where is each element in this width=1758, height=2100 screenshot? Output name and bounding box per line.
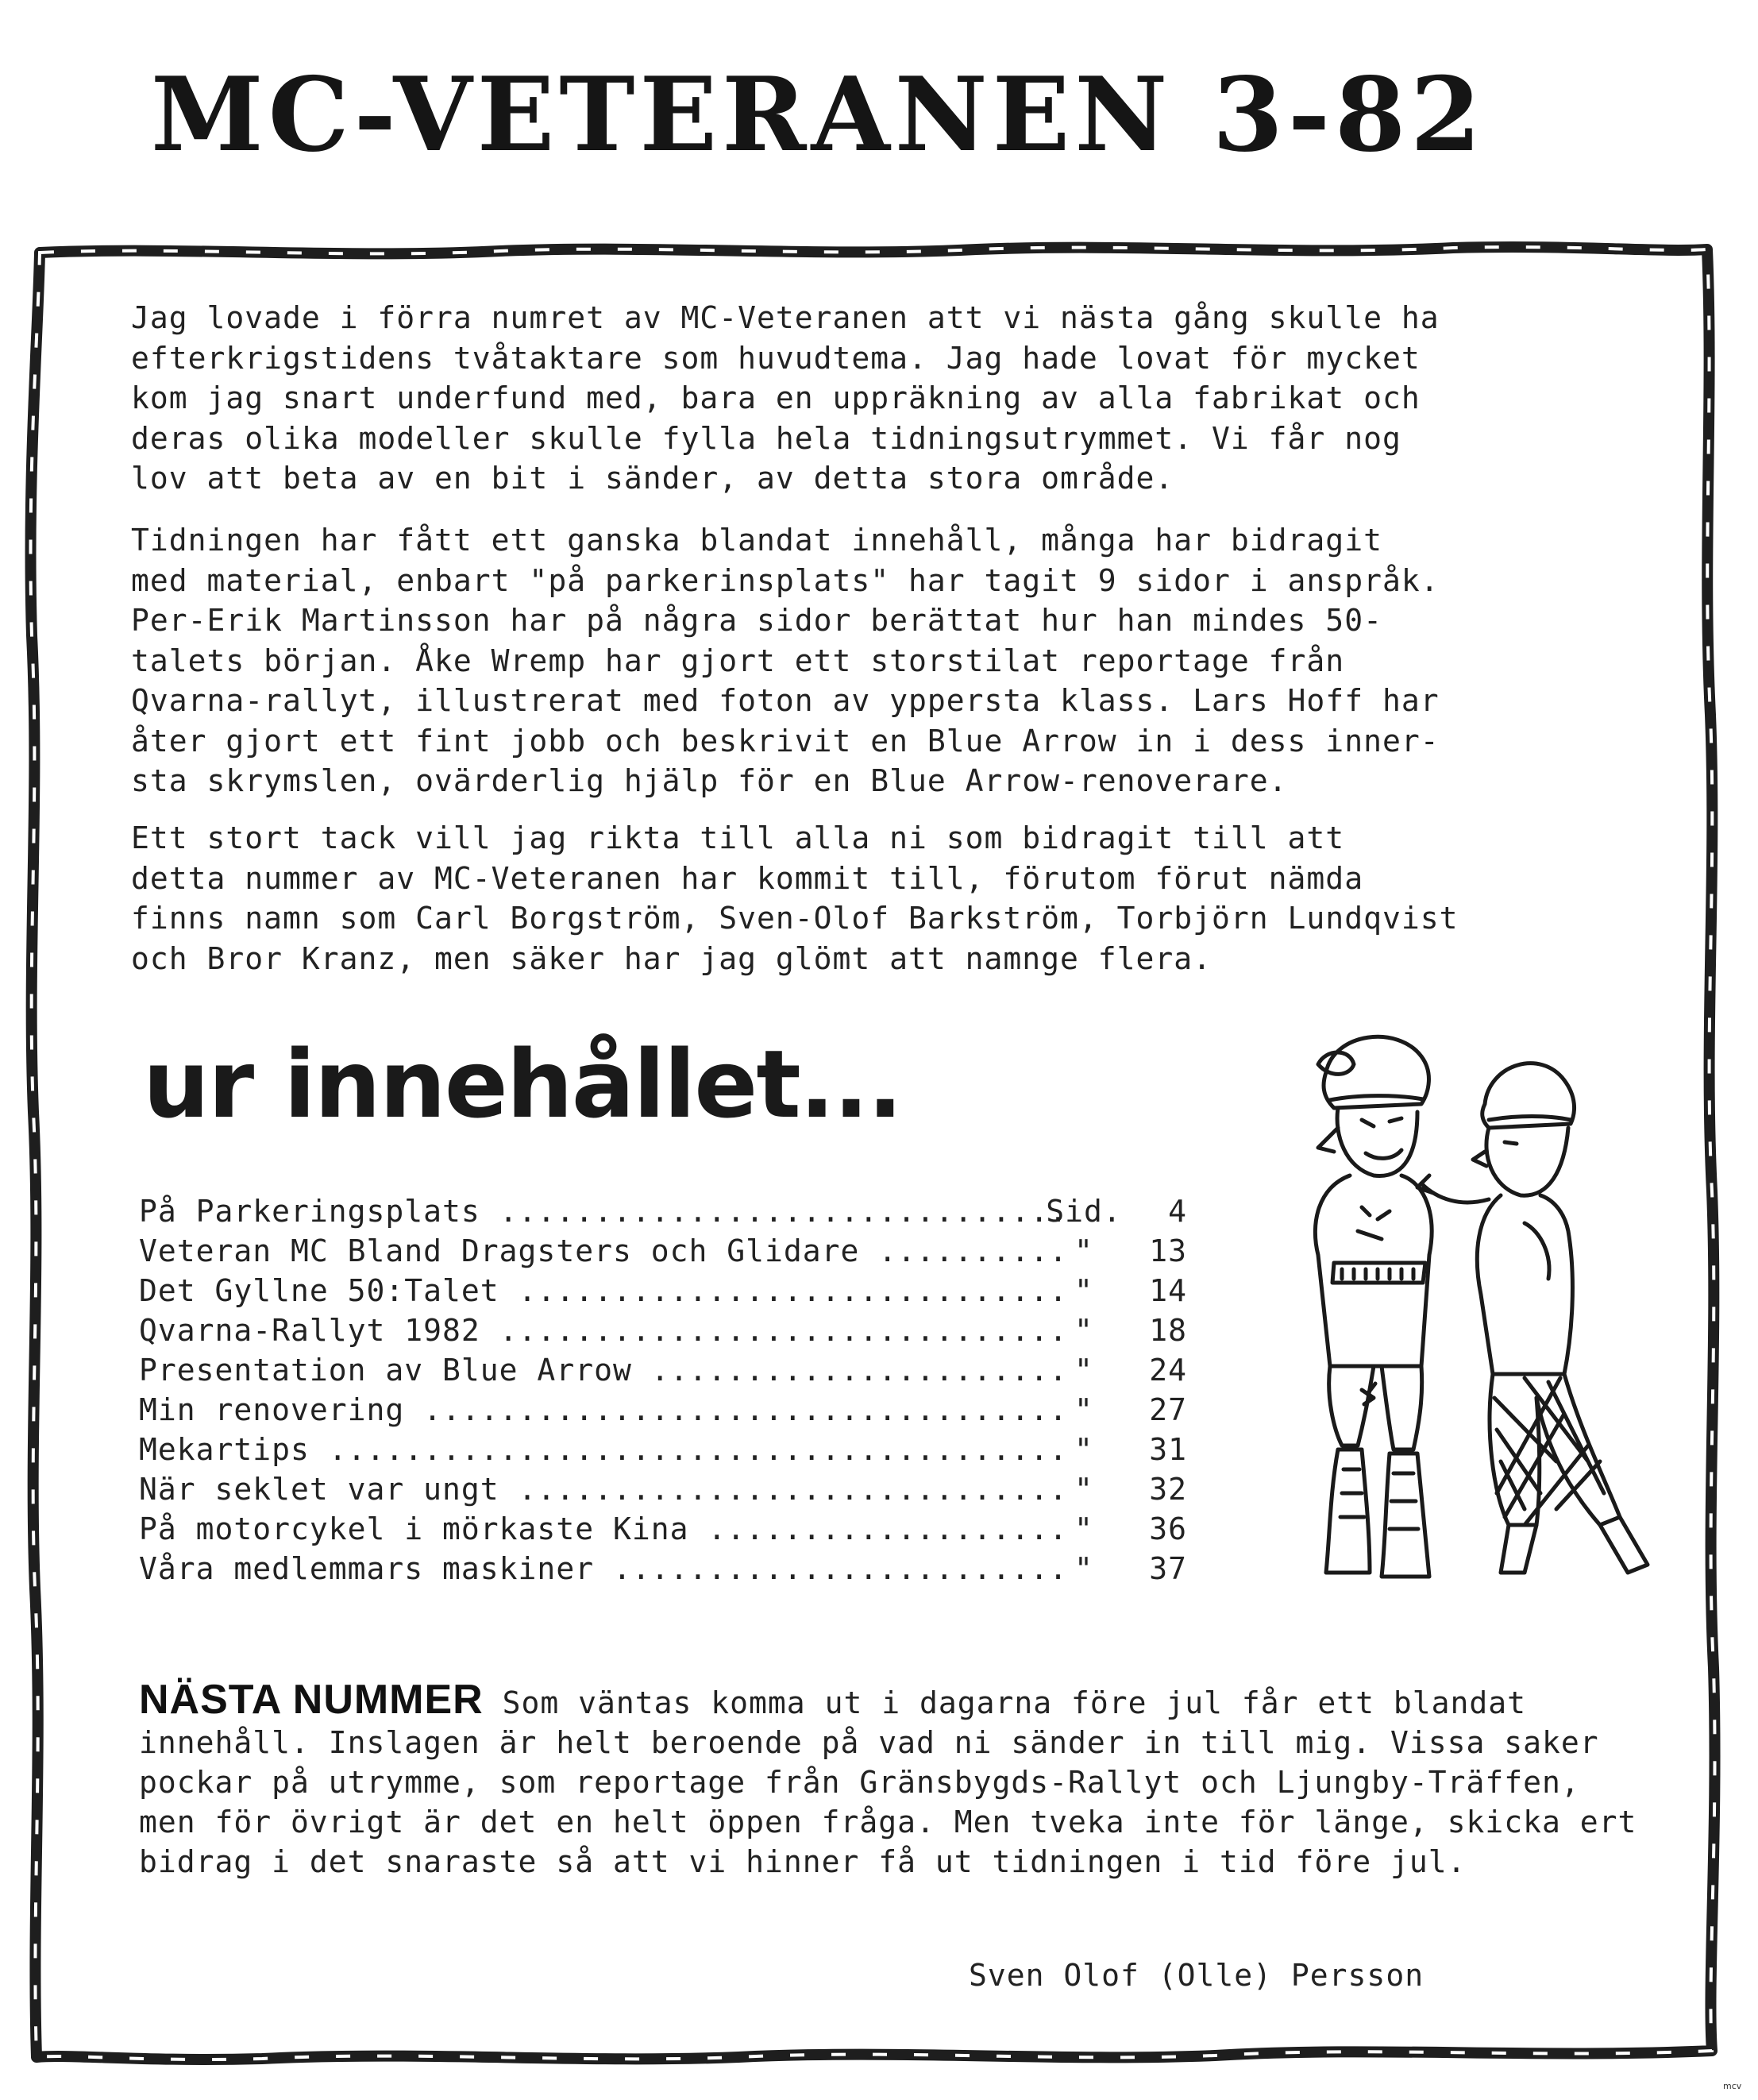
toc-row [139,1271,1195,1311]
toc-entry-title: Min renovering ..... [139,1390,1072,1430]
toc-entry-sid: " [1074,1313,1093,1348]
toc-entry-page: 18 [1149,1313,1187,1348]
toc-row [139,1509,1195,1549]
toc-entry-title: Våra medlemmars maskiner ..... [139,1549,1072,1589]
toc-heading: ur innehållet... [143,1029,902,1139]
toc-entry-sid: " [1074,1432,1093,1467]
toc-row [139,1311,1195,1350]
intro-paragraph-2: Tidningen har fått ett ganska blandat innehåll, många har bidragit med material, enbart "på parkerinsplats" har tagit 9 sidor i anspråk. Per-Erik Martinsson har på några sidor berättat hur han mindes 50- talets början. Åke Wremp har gjort ett storstilat reportage från Qvarna-rallyt, illustrerat med foton av yppersta klass. Lars Hoff har åter gjort ett fint jobb och beskrivit en Blue Arrow in i dess inner- sta skrymslen, ovärderlig hjälp för en Blue Arrow-renoverare. [131,523,1440,798]
toc-row [139,1549,1195,1589]
toc-entry-title: När seklet var ungt ..... [139,1469,1072,1509]
next-issue-heading: NÄSTA NUMMER [139,1677,484,1723]
toc-entry-sid: " [1074,1233,1093,1268]
toc-entry-title: På motorcykel i mörkaste Kina ..... [139,1509,1072,1549]
toc-row [139,1191,1195,1231]
next-issue-text: Som väntas komma ut i dagarna före jul får ett blandat innehåll. Inslagen är helt beroende på vad ni sänder in till mig. Vissa saker pockar på utrymme, som reportage från Gränsbygds-Rallyt och Ljungby-Träffen, men för övrigt är det en helt öppen fråga. Men tveka inte för länge, skicka ert bidrag i det snaraste så att vi hinner få ut tidningen i tid före jul. [139,1685,1637,1879]
toc-entry-title: Qvarna-Rallyt 1982 ..... [139,1311,1072,1350]
toc-entry-title: Presentation av Blue Arrow ..... [139,1350,1072,1390]
next-issue-section [139,1677,1648,1882]
toc-row [139,1430,1195,1469]
toc-entry-title: På Parkeringsplats ..... [139,1191,1072,1231]
toc-row [139,1231,1195,1271]
toc-entry-page: 13 [1149,1233,1187,1268]
toc-entry-page: 36 [1149,1511,1187,1546]
toc-entry-page: 32 [1149,1472,1187,1507]
intro-paragraph-1: Jag lovade i förra numret av MC-Veteranen att vi nästa gång skulle ha efterkrigstidens tvåtaktare som huvudtema. Jag hade lovat för mycket kom jag snart underfund med, bara en uppräkning av alla fabrikat och deras olika modeller skulle fylla hela tidningsutrymmet. Vi får nog lov att beta av en bit i sänder, av detta stora område. [131,300,1440,496]
toc-row [139,1469,1195,1509]
toc-entry-sid: " [1074,1551,1093,1586]
toc-entry-sid: " [1074,1392,1093,1427]
toc-entry-sid: " [1074,1353,1093,1388]
cartoon-riders-illustration [1286,1017,1652,1589]
toc-entry-page: 24 [1149,1353,1187,1388]
toc-entry-title: Det Gyllne 50:Talet ..... [139,1271,1072,1311]
masthead-title: MC-VETERANEN 3-82 [151,56,1486,175]
toc-row [139,1350,1195,1390]
editor-signature: Sven Olof (Olle) Persson [969,1958,1425,1993]
toc-entry-page: 4 [1168,1194,1187,1229]
toc-entry-page: 31 [1149,1432,1187,1467]
toc-entry-page: 14 [1149,1273,1187,1308]
toc-entry-page: 37 [1149,1551,1187,1586]
intro-paragraph-3: Ett stort tack vill jag rikta till alla ni som bidragit till att detta nummer av MC-Veteranen har kommit till, förutom förut nämda finns namn som Carl Borgström, Sven-Olof Barkström, Torbjörn Lundqvist och Bror Kranz, men säker har jag glömt att namnge flera. [131,820,1459,976]
toc-row [139,1390,1195,1430]
table-of-contents [139,1191,1195,1589]
toc-entry-title: Mekartips ..... [139,1430,1072,1469]
toc-entry-sid: " [1074,1472,1093,1507]
toc-entry-sid: " [1074,1511,1093,1546]
toc-entry-title: Veteran MC Bland Dragsters och Glidare ..... [139,1231,1072,1271]
toc-entry-page: 27 [1149,1392,1187,1427]
footer-mark: mcv [1723,2081,1742,2091]
toc-entry-sid: " [1074,1273,1093,1308]
toc-entry-sid: Sid. [1046,1194,1122,1229]
